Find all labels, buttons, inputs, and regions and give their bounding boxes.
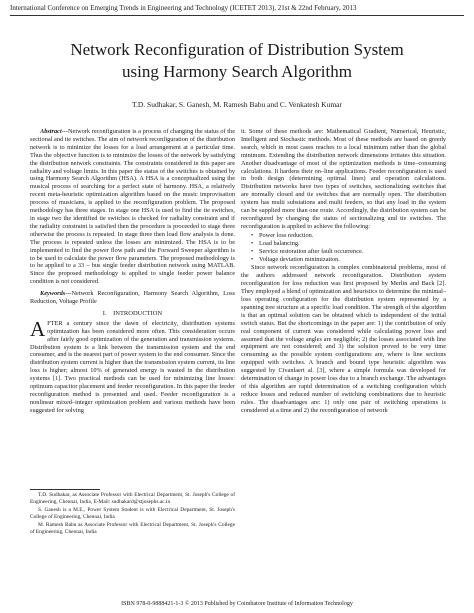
footnote-1: T.D. Sudhakar, as Associate Professor with Electrical Department, St. Joseph's College of Engineering, Chennai, India, E-Mail: sudhakard@stjosephs.ac.in — [30, 492, 235, 505]
footnote-rule — [30, 489, 100, 490]
paper-title-line-2: using Harmony Search Algorithm — [122, 62, 352, 81]
footnote-3: M. Ramesh Babu as Associate Professor with Electrical Department, St. Joseph's College of Engineering, Chennai, India — [30, 522, 235, 535]
abstract-paragraph — [30, 128, 235, 286]
conference-header: International Conference on Emerging Trends in Engineering and Technology (ICETET 2013), 21st & 22nd February, 2013 — [10, 4, 357, 12]
left-column — [30, 128, 235, 415]
keywords-text: ---Network Reconfiguration, Harmony Search Algorithm, Loss Reduction, Voltage Profile — [30, 290, 235, 306]
footnote-2: S. Ganesh is a M.E., Power System Student is with Electrical Department, St. Joseph's College of Engineering, Chennai, India — [30, 507, 235, 520]
keywords-paragraph — [30, 290, 235, 306]
list-item: • Voltage deviation minimization. — [259, 256, 446, 264]
paper-title-line-1: Network Reconfiguration of Distribution System — [70, 40, 404, 59]
header-rule — [10, 15, 464, 16]
right-column — [241, 128, 446, 415]
list-item: • Power loss reduction. — [259, 232, 446, 240]
abstract-text: ---Network reconfiguration is a process of changing the status of the sectional and tie switches. The aim of network reconfiguration of the distribution network is to minimize the losses for a load arrangement at a particular time. Thus the objective function is to minimize the losses of the network by satisfying the distribution network constraints. The constraints considered in this paper are radiality and voltage limits. In this paper the status of the switches is obtained by using Harmony Search Algorithm (HSA). A HSA is a conceptualized using the musical process of searching for a perfect state of harmony. HSA, a relatively recent meta-heuristic optimization algorithm based on the music improvisation process of musicians, is applied to the reconfiguration problem. The proposed methodology has three stages. In stage one HSA is used to find the tie switches, in stage two the identified tie switches is checked for radiality constraint and if the radiality constraint is satisfied then the procedure is proceeded to stage three otherwise the process is repeated. In stage three then load flow analysis is done. The process is repeated unless the losses are minimized. The HSA is to be implemented to find the power flow path and the Forward Sweeper algorithm is to be used to calculate the power flow parameters. The proposed methodology is to be applied to a 33 – bus single feeder distribution network using MATLAB. Since the proposed methodology is applied to single feeder power balance condition is not considered. — [30, 128, 235, 286]
isbn-footer: ISBN 978-0-9888421-1-3 © 2013 Published by Coimbatore Institute of Information Technology — [121, 601, 353, 607]
author-list: T.D. Sudhakar, S. Ganesh, M. Ramesh Babu and C. Venkatesh Kumar — [131, 100, 342, 109]
keywords-label: Keywords — [40, 290, 66, 298]
reconfiguration-goals-list — [251, 232, 446, 264]
right-paragraph-1: it. Some of these methods are: Mathematical Gradient, Numerical, Heuristic, Intelligent and Stochastic methods. Most of these methods are based on greedy search, which in most cases reaches to a local minimum rather than the global minimum. Extending the distribution network dimensions irritates this situation. Another disadvantage of most of the optimization methods is time–consuming calculations. It hardens their on–line applications. Feeder reconfiguration is used in both design (determining optimal lines) and operation calculations. Distribution networks have two types of switches, sectionalizing switches that are normally closed and tie switches that are normally open. The distribution system has multi substations and multi feeders, so that any load in the system can be supplied more than one route. Accordingly, the distribution system can be reconfigured by changing the status of sectionalizing and tie switches. The reconfiguration is applied to achieve the following: — [241, 128, 446, 230]
list-item: • Service restoration after fault occurrence. — [259, 248, 446, 256]
intro-dropcap: A — [30, 316, 46, 341]
abstract-label: Abstract — [40, 128, 62, 135]
list-item: • Load balancing. — [259, 240, 446, 248]
author-footnotes — [30, 492, 235, 537]
intro-text: FTER a century since the dawn of electricity, distribution systems optimization has been considered more often. This consideration occurs after fairly good optimization of the generation and transmission systems. Distribution system is a link between the transmission system and the end consumer, and is the nearest part of power system to the end consumer. Since the distribution system current is higher than the transmission system current, its line loss is higher; almost 10% of generated energy is wasted in the distribution systems [1]. Two practical methods can be used for minimizing line losses: optimum capacitor placement and feeder reconfiguration. In this paper the feeder reconfiguration method is presented and used. Feeder reconfiguration is a nonlinear mixed–integer optimization problem and various methods have been suggested for solving — [30, 319, 235, 414]
section-heading-introduction: I. INTRODUCTION — [102, 309, 163, 317]
right-paragraph-2: Since network reconfiguration is complex combinatorial problems, most of the authors addressed network reconfiguration. Distribution system reconfiguration for loss reduction was first proposed by Merlin and Back [2]. They employed a blend of optimization and heuristics to determine the minimal–loss operating configuration for the distribution system represented by a spanning tree structure at a specific load condition. The strength of the algorithm is that an optimal solution can be obtained which is independent of the initial switch status. But the shortcomings in the paper are: 1) the contribution of only real component of current was considered while calculating power loss and assumed that the voltage angles are negligible; 2) the losses associated with line equipment are not considered; and 3) the solution proved to be very time consuming as the possible system configurations are, where is line sections equipped with switches. A branch and bound type heuristic algorithm was suggested by Civanlaert al. [3], where a simple formula was developed for determination of change in power loss due to a branch exchange. The advantages of this algorithm are rapid determination of a switching configuration which reduce losses and reduced number of switching combinations due to heuristic rules. The disadvantages are: 1) only one pair of switching operations is considered at a time and 2) the reconfiguration of network — [241, 264, 446, 414]
intro-paragraph — [30, 316, 235, 415]
